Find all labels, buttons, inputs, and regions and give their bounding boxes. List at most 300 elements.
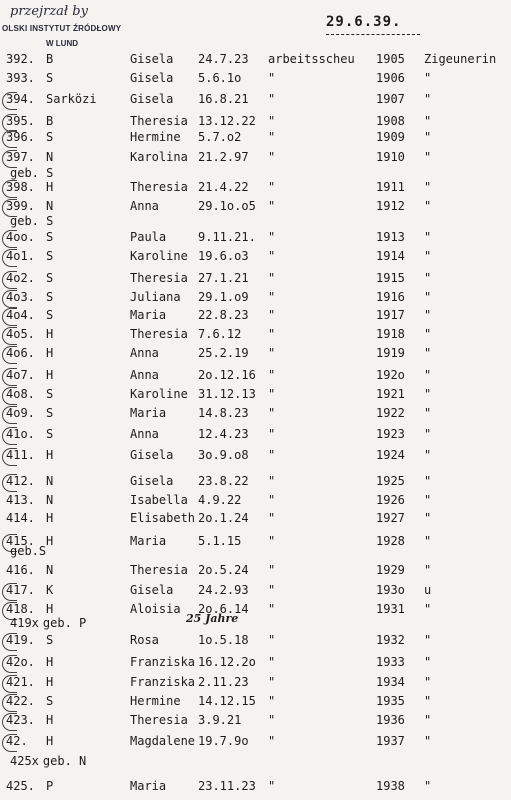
surname-initial: N: [46, 493, 54, 507]
ethnicity: u: [424, 583, 432, 597]
given-name: Anna: [130, 368, 159, 382]
register-number: 1933: [376, 655, 405, 669]
given-name: Elisabeth: [130, 511, 196, 525]
surname-initial: H: [46, 713, 54, 727]
category: ": [268, 563, 276, 577]
ethnicity: ": [424, 308, 432, 322]
register-row: [0, 308, 511, 326]
given-name: Gisela: [130, 52, 174, 66]
register-row: [0, 583, 511, 601]
register-number: 1923: [376, 427, 405, 441]
ethnicity: ": [424, 92, 432, 106]
category: ": [268, 368, 276, 382]
register-number: 1921: [376, 387, 405, 401]
given-name: Anna: [130, 346, 159, 360]
register-row: [0, 71, 511, 89]
ethnicity: ": [424, 230, 432, 244]
category: ": [268, 150, 276, 164]
birth-date: 3.9.21: [198, 713, 242, 727]
ethnicity: ": [424, 734, 432, 748]
category: ": [268, 493, 276, 507]
entry-number: 418.: [6, 602, 35, 616]
register-row: [0, 387, 511, 405]
register-row: [0, 406, 511, 424]
birth-date: 16.12.2o: [198, 655, 256, 669]
stamp-line-2: W LUND: [46, 39, 78, 48]
entry-number: 41o.: [6, 427, 35, 441]
pencil-circle: [2, 406, 17, 424]
given-name: Maria: [130, 779, 167, 793]
surname-initial: N: [46, 474, 54, 488]
birth-date: 4.9.22: [198, 493, 242, 507]
register-number: 1911: [376, 180, 405, 194]
birth-date: 1o.5.18: [198, 633, 249, 647]
register-row: [0, 368, 511, 386]
entry-number: 396.: [6, 130, 35, 144]
entry-number: 425.: [6, 779, 35, 793]
pencil-circle: [2, 368, 17, 386]
entry-number: 411.: [6, 448, 35, 462]
category: ": [268, 92, 276, 106]
surname-initial: N: [46, 199, 54, 213]
register-row: [0, 779, 511, 797]
ethnicity: ": [424, 114, 432, 128]
surname-initial: H: [46, 534, 54, 548]
surname-initial: H: [46, 327, 54, 341]
given-name: Juliana: [130, 290, 181, 304]
category: ": [268, 602, 276, 616]
ethnicity: ": [424, 474, 432, 488]
surname-initial: S: [46, 130, 54, 144]
entry-number: 4oo.: [6, 230, 35, 244]
entry-number: 415.: [6, 534, 35, 548]
given-name: Theresia: [130, 327, 188, 341]
pencil-circle: [2, 474, 17, 492]
pencil-circle: [2, 271, 17, 289]
given-name: Aloisia: [130, 602, 181, 616]
register-row: [0, 675, 511, 693]
surname-initial: H: [46, 511, 54, 525]
entry-number: 419.: [6, 633, 35, 647]
category: ": [268, 290, 276, 304]
pencil-circle: [2, 633, 17, 651]
given-name: Paula: [130, 230, 167, 244]
surname-initial: H: [46, 368, 54, 382]
pencil-circle: [2, 655, 17, 673]
category: ": [268, 271, 276, 285]
register-number: 1922: [376, 406, 405, 420]
register-number: 1908: [376, 114, 405, 128]
given-name: Theresia: [130, 713, 188, 727]
surname-initial: S: [46, 633, 54, 647]
entry-number: 4o9.: [6, 406, 35, 420]
register-number: 1917: [376, 308, 405, 322]
birth-date: 16.8.21: [198, 92, 249, 106]
register-number: 1925: [376, 474, 405, 488]
surname-initial: H: [46, 180, 54, 194]
pencil-circle: [2, 230, 17, 248]
birth-date: 21.4.22: [198, 180, 249, 194]
surname-initial: S: [46, 308, 54, 322]
register-row: [0, 534, 511, 552]
ethnicity: ": [424, 271, 432, 285]
category: ": [268, 406, 276, 420]
entry-number: 4o4.: [6, 308, 35, 322]
pencil-circle: [2, 583, 17, 601]
surname-initial: H: [46, 602, 54, 616]
register-number: 1905: [376, 52, 405, 66]
given-name: Karolina: [130, 150, 188, 164]
birth-date: 5.7.o2: [198, 130, 242, 144]
birth-date: 2.11.23: [198, 675, 249, 689]
pencil-circle: [2, 675, 17, 693]
ethnicity: ": [424, 327, 432, 341]
ethnicity: ": [424, 675, 432, 689]
ethnicity: ": [424, 534, 432, 548]
given-name: Gisela: [130, 448, 174, 462]
birth-date: 19.6.o3: [198, 249, 249, 263]
pencil-circle: [2, 249, 17, 267]
register-number: 1912: [376, 199, 405, 213]
register-row: [0, 271, 511, 289]
birth-date: 14.12.15: [198, 694, 256, 708]
birth-date: 12.4.23: [198, 427, 249, 441]
given-name: Gisela: [130, 71, 174, 85]
surname-initial: S: [46, 249, 54, 263]
ethnicity: ": [424, 180, 432, 194]
ethnicity: ": [424, 387, 432, 401]
ethnicity: Zigeunerin: [424, 52, 497, 66]
given-name: Theresia: [130, 180, 188, 194]
entry-number: 423.: [6, 713, 35, 727]
category: ": [268, 713, 276, 727]
ethnicity: ": [424, 150, 432, 164]
surname-initial: H: [46, 655, 54, 669]
register-row: [0, 427, 511, 445]
surname-initial: S: [46, 387, 54, 401]
register-number: 193o: [376, 583, 405, 597]
given-name: Hermine: [130, 694, 181, 708]
surname-initial: S: [46, 290, 54, 304]
surname-initial: S: [46, 427, 54, 441]
register-row: [0, 493, 511, 511]
register-row: [0, 713, 511, 731]
category: ": [268, 675, 276, 689]
register-row: [0, 448, 511, 466]
register-row: [0, 249, 511, 267]
pencil-circle: [2, 327, 17, 345]
given-name: Anna: [130, 427, 159, 441]
birth-date: 5.6.1o: [198, 71, 242, 85]
entry-number: 421.: [6, 675, 35, 689]
ethnicity: ": [424, 633, 432, 647]
register-number: 1916: [376, 290, 405, 304]
register-row: [0, 474, 511, 492]
ethnicity: ": [424, 713, 432, 727]
birth-date: 2o.12.16: [198, 368, 256, 382]
entry-number: 4o2.: [6, 271, 35, 285]
birth-date: 19.7.9o: [198, 734, 249, 748]
register-number: 1913: [376, 230, 405, 244]
birth-date: 29.1.o9: [198, 290, 249, 304]
register-row: [0, 734, 511, 752]
category: ": [268, 694, 276, 708]
given-name: Anna: [130, 199, 159, 213]
register-row: [0, 694, 511, 712]
birth-date: 25.2.19: [198, 346, 249, 360]
register-row: [0, 633, 511, 651]
register-number: 1934: [376, 675, 405, 689]
register-row: [0, 655, 511, 673]
category: ": [268, 130, 276, 144]
given-name: Karoline: [130, 387, 188, 401]
register-row: [0, 290, 511, 308]
category: ": [268, 534, 276, 548]
given-name: Gisela: [130, 92, 174, 106]
subnote: 425x geb. N: [10, 754, 87, 768]
ethnicity: ": [424, 71, 432, 85]
category: ": [268, 427, 276, 441]
stamp-line-1: OLSKI INSTYTUT ŹRÓDŁOWY: [2, 24, 122, 33]
birth-date: 3o.9.o8: [198, 448, 249, 462]
register-number: 1927: [376, 511, 405, 525]
entry-number: 398.: [6, 180, 35, 194]
register-number: 1926: [376, 493, 405, 507]
entry-number: 42.: [6, 734, 28, 748]
ethnicity: ": [424, 199, 432, 213]
ethnicity: ": [424, 602, 432, 616]
entry-number: 392.: [6, 52, 35, 66]
surname-initial: S: [46, 71, 54, 85]
category: ": [268, 249, 276, 263]
pencil-circle: [2, 92, 17, 110]
register-row: [0, 92, 511, 110]
surname-initial: N: [46, 150, 54, 164]
given-name: Magdalene: [130, 734, 196, 748]
birth-date: 31.12.13: [198, 387, 256, 401]
pencil-circle: [2, 130, 17, 148]
birth-date: 21.2.97: [198, 150, 249, 164]
birth-date: 5.1.15: [198, 534, 242, 548]
entry-number: 413.: [6, 493, 35, 507]
birth-date: 14.8.23: [198, 406, 249, 420]
entry-number: 4o7.: [6, 368, 35, 382]
stamp-handwriting: przejrzał by: [10, 4, 88, 19]
category: ": [268, 199, 276, 213]
register-number: 1931: [376, 602, 405, 616]
pencil-circle: [2, 387, 17, 405]
given-name: Gisela: [130, 583, 174, 597]
ethnicity: ": [424, 346, 432, 360]
surname-initial: B: [46, 114, 54, 128]
register-row: [0, 563, 511, 581]
entry-number: 422.: [6, 694, 35, 708]
ethnicity: ": [424, 130, 432, 144]
ethnicity: ": [424, 511, 432, 525]
category: ": [268, 114, 276, 128]
category: ": [268, 511, 276, 525]
entry-number: 4o3.: [6, 290, 35, 304]
surname-initial: P: [46, 779, 54, 793]
entry-number: 412.: [6, 474, 35, 488]
category: ": [268, 583, 276, 597]
subnote: geb. S: [10, 214, 54, 228]
birth-date: 7.6.12: [198, 327, 242, 341]
subnote: geb.S: [10, 544, 47, 558]
entry-number: 42o.: [6, 655, 35, 669]
surname-initial: S: [46, 406, 54, 420]
register-number: 1915: [376, 271, 405, 285]
surname-initial: H: [46, 734, 54, 748]
entry-number: 4o8.: [6, 387, 35, 401]
given-name: Theresia: [130, 114, 188, 128]
entry-number: 397.: [6, 150, 35, 164]
birth-date: 2o.6.14: [198, 602, 249, 616]
surname-initial: S: [46, 230, 54, 244]
register-number: 1936: [376, 713, 405, 727]
pencil-circle: [2, 290, 17, 308]
ethnicity: ": [424, 249, 432, 263]
category: arbeitsscheu: [268, 52, 355, 66]
register-number: 1919: [376, 346, 405, 360]
given-name: Maria: [130, 308, 167, 322]
entry-number: 4o6.: [6, 346, 35, 360]
ethnicity: ": [424, 779, 432, 793]
entry-number: 414.: [6, 511, 35, 525]
given-name: Theresia: [130, 563, 188, 577]
given-name: Maria: [130, 534, 167, 548]
entry-number: 4o1.: [6, 249, 35, 263]
register-number: 1910: [376, 150, 405, 164]
category: ": [268, 633, 276, 647]
surname-initial: H: [46, 346, 54, 360]
given-name: Franziska: [130, 655, 196, 669]
ethnicity: ": [424, 448, 432, 462]
register-row: [0, 130, 511, 148]
register-number: 1929: [376, 563, 405, 577]
register-number: 1932: [376, 633, 405, 647]
register-number: 1924: [376, 448, 405, 462]
date-underline: [326, 34, 420, 35]
ethnicity: ": [424, 368, 432, 382]
register-number: 1935: [376, 694, 405, 708]
birth-date: 13.12.22: [198, 114, 256, 128]
given-name: Maria: [130, 406, 167, 420]
register-number: 1909: [376, 130, 405, 144]
ethnicity: ": [424, 427, 432, 441]
register-row: [0, 199, 511, 217]
pencil-circle: [2, 448, 17, 466]
register-number: 192o: [376, 368, 405, 382]
register-row: [0, 230, 511, 248]
register-number: 1928: [376, 534, 405, 548]
surname-initial: S: [46, 694, 54, 708]
entry-number: 395.: [6, 114, 35, 128]
pencil-circle: [2, 180, 17, 198]
given-name: Theresia: [130, 271, 188, 285]
register-number: 1938: [376, 779, 405, 793]
pencil-circle: [2, 694, 17, 712]
register-number: 1918: [376, 327, 405, 341]
category: ": [268, 655, 276, 669]
register-row: [0, 346, 511, 364]
register-row: [0, 180, 511, 198]
pencil-circle: [2, 346, 17, 364]
birth-date: 23.8.22: [198, 474, 249, 488]
given-name: Karoline: [130, 249, 188, 263]
pencil-circle: [2, 308, 17, 326]
category: ": [268, 327, 276, 341]
entry-number: 4o5.: [6, 327, 35, 341]
birth-date: 9.11.21.: [198, 230, 256, 244]
category: ": [268, 779, 276, 793]
category: ": [268, 474, 276, 488]
category: ": [268, 734, 276, 748]
register-number: 1907: [376, 92, 405, 106]
birth-date: 2o.5.24: [198, 563, 249, 577]
handwritten-note: 25 Jahre: [186, 612, 239, 625]
birth-date: 24.2.93: [198, 583, 249, 597]
given-name: Isabella: [130, 493, 188, 507]
category: ": [268, 230, 276, 244]
subnote: geb. S: [10, 166, 54, 180]
given-name: Rosa: [130, 633, 159, 647]
birth-date: 24.7.23: [198, 52, 249, 66]
ethnicity: ": [424, 655, 432, 669]
register-row: [0, 52, 511, 70]
ethnicity: ": [424, 563, 432, 577]
given-name: Hermine: [130, 130, 181, 144]
register-number: 1914: [376, 249, 405, 263]
register-number: 1937: [376, 734, 405, 748]
category: ": [268, 180, 276, 194]
birth-date: 27.1.21: [198, 271, 249, 285]
register-row: [0, 511, 511, 529]
category: ": [268, 387, 276, 401]
surname-initial: B: [46, 52, 54, 66]
given-name: Franziska: [130, 675, 196, 689]
birth-date: 23.11.23: [198, 779, 256, 793]
birth-date: 22.8.23: [198, 308, 249, 322]
ethnicity: ": [424, 493, 432, 507]
category: ": [268, 308, 276, 322]
ethnicity: ": [424, 406, 432, 420]
document-date: 29.6.39.: [326, 14, 402, 30]
surname-initial: S: [46, 271, 54, 285]
subnote: 419x geb. P: [10, 616, 87, 630]
surname-initial: H: [46, 448, 54, 462]
ethnicity: ": [424, 290, 432, 304]
pencil-circle: [2, 427, 17, 445]
register-row: [0, 150, 511, 168]
given-name: Gisela: [130, 474, 174, 488]
surname-initial: N: [46, 563, 54, 577]
birth-date: 2o.1.24: [198, 511, 249, 525]
entry-number: 416.: [6, 563, 35, 577]
pencil-circle: [2, 734, 17, 752]
entry-number: 393.: [6, 71, 35, 85]
entry-number: 399.: [6, 199, 35, 213]
category: ": [268, 346, 276, 360]
entry-number: 394.: [6, 92, 35, 106]
entry-number: 417.: [6, 583, 35, 597]
category: ": [268, 448, 276, 462]
surname-initial: Sarközi: [46, 92, 97, 106]
pencil-circle: [2, 713, 17, 731]
birth-date: 29.1o.o5: [198, 199, 256, 213]
ethnicity: ": [424, 694, 432, 708]
category: ": [268, 71, 276, 85]
